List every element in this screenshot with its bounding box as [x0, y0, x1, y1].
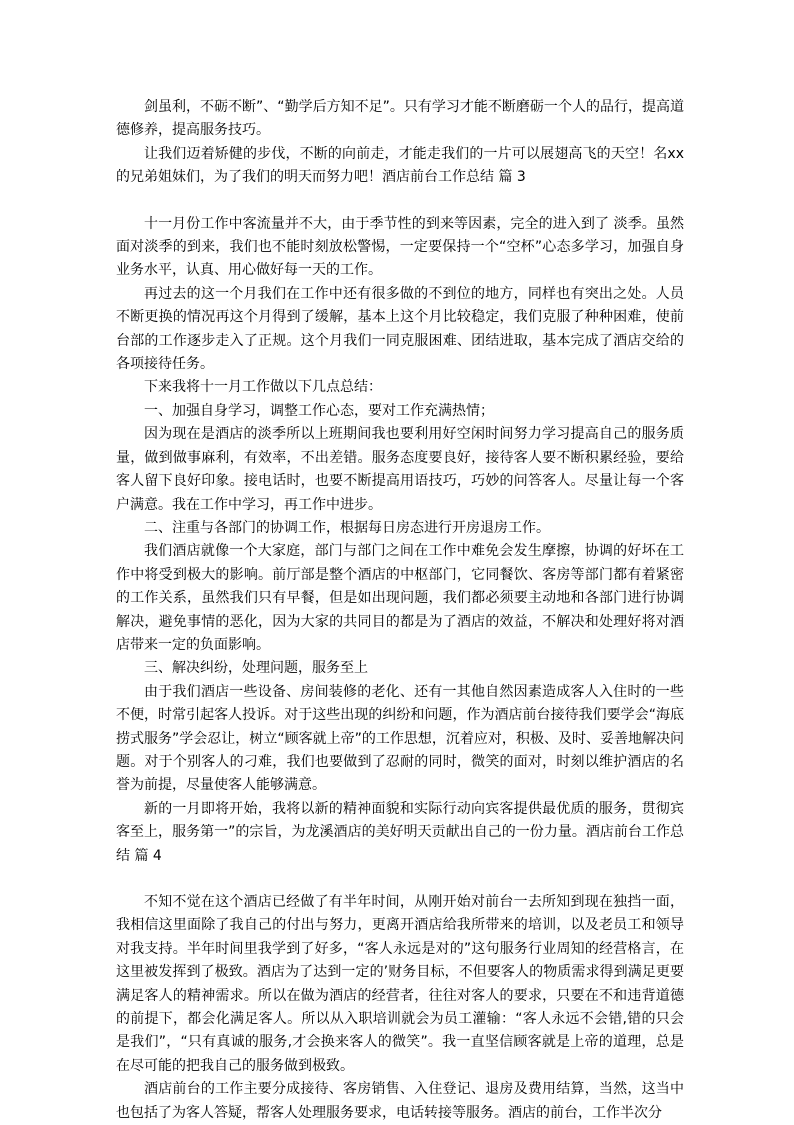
- paragraph: 让我们迈着矫健的步伐，不断的向前走，才能走我们的一片可以展翅高飞的天空！名xx的兄弟姐妹们，为了我们的明天而努力吧！酒店前台工作总结 篇 3: [116, 145, 684, 186]
- paragraph: 再过去的这一个月我们在工作中还有很多做的不到位的地方，同样也有突出之处。人员不断更换的情况再这个月得到了缓解，基本上这个月比较稳定，我们克服了种种困难，使前台部的工作逐步走入了正规。这个月我们一同克服困难、团结进取，基本完成了酒店交给的各项接待任务。: [116, 285, 684, 373]
- section-gap: [116, 190, 684, 213]
- paragraph: 不知不觉在这个酒店已经做了有半年时间，从刚开始对前台一去所知到现在独挡一面，我相信这里面除了我自己的付出与努力，更离开酒店给我所带来的培训，以及老员工和领导对我支持。半年时间里我学到了好多，“客人永远是对的”这句服务行业周知的经营格言，在这里被发挥到了极致。酒店为了达到一定的’财务目标，不但要客人的物质需求得到满足更要满足客人的精神需求。所以在做为酒店的经营者，往往对客人的要求，只要在不和违背道德的前提下，都会化满足客人。所以从入职培训就会为员工灌输：“客人永远不会错,错的只会是我们”，“只有真诚的服务,才会换来客人的微笑”。我一直坚信顾客就是上帝的道理，总是在尽可能的把我自己的服务做到极致。: [116, 894, 684, 1074]
- paragraph: 剑虽利，不砺不断”、“勤学后方知不足”。只有学习才能不断磨砺一个人的品行，提高道德修养，提高服务技巧。: [116, 99, 684, 139]
- paragraph: 我们酒店就像一个大家庭，部门与部门之间在工作中难免会发生摩擦，协调的好坏在工作中将受到极大的影响。前厅部是整个酒店的中枢部门，它同餐饮、客房等部门都有着紧密的工作关系，虽然我们只有早餐，但是如出现问题，我们都必须要主动地和各部门进行协调解决，避免事情的恶化，因为大家的共同目的都是为了酒店的效益，不解决和处理好将对酒店带来一定的负面影响。: [116, 543, 684, 653]
- document-page: [116, 96, 684, 1125]
- paragraph: 十一月份工作中客流量并不大，由于季节性的到来等因素，完全的进入到了 淡季。虽然面对淡季的到来，我们也不能时刻放松警惕，一定要保持一个“空杯”心态多学习，加强自身业务水平，认真、用心做好每一天的工作。: [116, 215, 684, 279]
- paragraph: 由于我们酒店一些设备、房间装修的老化、还有一其他自然因素造成客人入住时的一些不便，时常引起客人投诉。对于这些出现的纠纷和问题，作为酒店前台接待我们要学会“海底捞式服务”学会忍让，树立“顾客就上帝”的工作思想，沉着应对，积极、及时、妥善地解决问题。对于个别客人的刁难，我们也要做到了忍耐的同时，微笑的面对，时刻以维护酒店的名誉为前提，尽量使客人能够满意。: [116, 683, 684, 794]
- paragraph: 三、解决纠纷，处理问题，服务至上: [144, 660, 368, 677]
- section-b: [116, 213, 684, 868]
- section-gap: [116, 868, 684, 891]
- paragraph: 二、注重与各部门的协调工作，根据每日房态进行开房退房工作。: [144, 519, 550, 536]
- paragraph: 因为现在是酒店的淡季所以上班期间我也要利用好空闲时间努力学习提高自己的服务质量，做到做事麻利，有效率，不出差错。服务态度要良好，接待客人要不断积累经验，要给客人留下良好印象。接电话时，也要不断提高用语技巧，巧妙的问答客人。尽量让每一个客户满意。我在工作中学习，再工作中进步。: [116, 426, 684, 513]
- section-a: [116, 96, 684, 190]
- paragraph: 一、加强自身学习，调整工作心态，要对工作充满热情；: [144, 402, 494, 419]
- section-c: [116, 891, 684, 1125]
- paragraph: 下来我将十一月工作做以下几点总结：: [144, 379, 382, 396]
- paragraph: 新的一月即将开始，我将以新的精神面貌和实际行动向宾客提供最优质的服务，贯彻宾客至上，服务第一”的宗旨，为龙溪酒店的美好明天贡献出自己的一份力量。酒店前台工作总结 篇 4: [116, 800, 684, 864]
- paragraph: 酒店前台的工作主要分成接待、客房销售、入住登记、退房及费用结算，当然，这当中也包括了为客人答疑，帮客人处理服务要求，电话转接等服务。酒店的前台，工作半次分: [116, 1081, 684, 1121]
